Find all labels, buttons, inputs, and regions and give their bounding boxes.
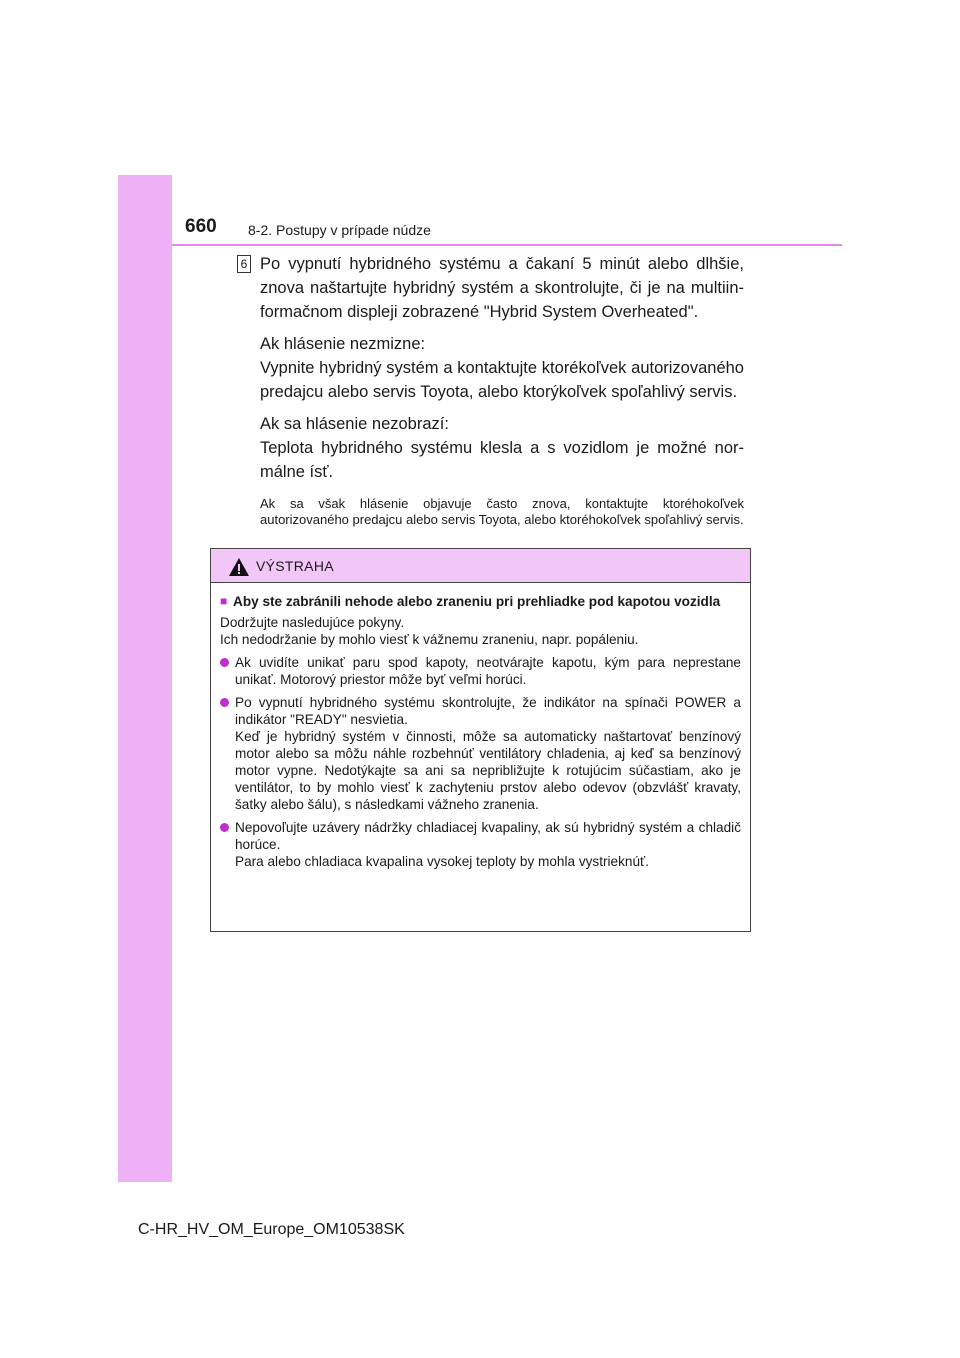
square-bullet-icon: ■ <box>220 594 228 608</box>
bullet-text: Po vypnutí hybridného systému skontrolujte, že indikátor na spínači POWER a indikátor "READY" nesvietia. <box>235 695 741 727</box>
warning-body <box>211 583 750 870</box>
step-paragraph: Vypnite hybridný systém a kontaktujte ktorékoľvek autorizovaného predajcu alebo servis Toyota, alebo ktorýkoľvek spoľahlivý servis. <box>260 359 744 401</box>
step-paragraph: Teplota hybridného systému klesla a s vozidlom je možné normálne ísť. <box>260 439 744 481</box>
warning-bullet <box>220 694 741 813</box>
step-paragraph: Ak sa hlásenie nezobrazí: <box>260 415 449 433</box>
page-number: 660 <box>185 216 217 237</box>
header-divider <box>172 244 842 246</box>
step-number-badge: 6 <box>237 255 251 273</box>
document-id: C-HR_HV_OM_Europe_OM10538SK <box>138 1221 405 1238</box>
step-content <box>260 252 744 536</box>
warning-intro: Dodržujte nasledujúce pokyny. <box>220 615 405 630</box>
warning-triangle-icon <box>228 557 250 577</box>
warning-bullet <box>220 654 741 688</box>
bullet-text: Ak uvidíte unikať paru spod kapoty, neotvárajte kapotu, kým para neprestane unikať. Motorový priestor môže byť veľmi horúci. <box>235 655 741 687</box>
warning-heading <box>220 593 741 610</box>
warning-intro: Ich nedodržanie by mohlo viesť k vážnemu zraneniu, napr. popáleniu. <box>220 632 639 647</box>
step-paragraph: Po vypnutí hybridného systému a čakaní 5 minút alebo dlhšie, znova naštartujte hybridný systém a skontrolujte, či je na multiinformačnom displeji zobrazené "Hybrid System Overheated". <box>260 255 744 321</box>
warning-box <box>210 548 751 932</box>
step-paragraph: Ak hlásenie nezmizne: <box>260 335 426 353</box>
circle-bullet-icon <box>220 698 229 707</box>
section-title: 8-2. Postupy v prípade núdze <box>248 222 431 238</box>
circle-bullet-icon <box>220 658 229 667</box>
bullet-text: Para alebo chladiaca kvapalina vysokej teploty by mohla vystrieknúť. <box>235 854 649 869</box>
bullet-text: Keď je hybridný systém v činnosti, môže sa automaticky naštartovať benzínový motor alebo sa môžu náhle rozbehnúť ventilátory chladenia, aj keď sa benzínový motor vypne. Nedotýkajte sa ani sa nepribližujte k rotujúcim súčastiam, ako je ventilátor, to by mohlo viesť k zachyteniu prstov alebo odevov (obzvlášť kravaty, šatky alebo šálu), s následkami vážneho zranenia. <box>235 729 741 812</box>
warning-bullet <box>220 819 741 870</box>
warning-title: VÝSTRAHA <box>256 558 334 574</box>
bullet-text: Nepovoľujte uzávery nádržky chladiacej kvapaliny, ak sú hybridný systém a chladič horúce. <box>235 820 741 852</box>
warning-header <box>211 549 750 583</box>
warning-heading-text: Aby ste zabránili nehode alebo zraneniu pri prehliadke pod kapotou vozidla <box>233 594 721 609</box>
circle-bullet-icon <box>220 823 229 832</box>
step-note: Ak sa však hlásenie objavuje často znova, kontaktujte ktoréhokoľvek autorizovaného predajcu alebo servis Toyota, alebo ktoréhokoľvek spoľahlivý servis. <box>260 496 744 527</box>
chapter-sidebar-tab <box>118 175 172 1182</box>
